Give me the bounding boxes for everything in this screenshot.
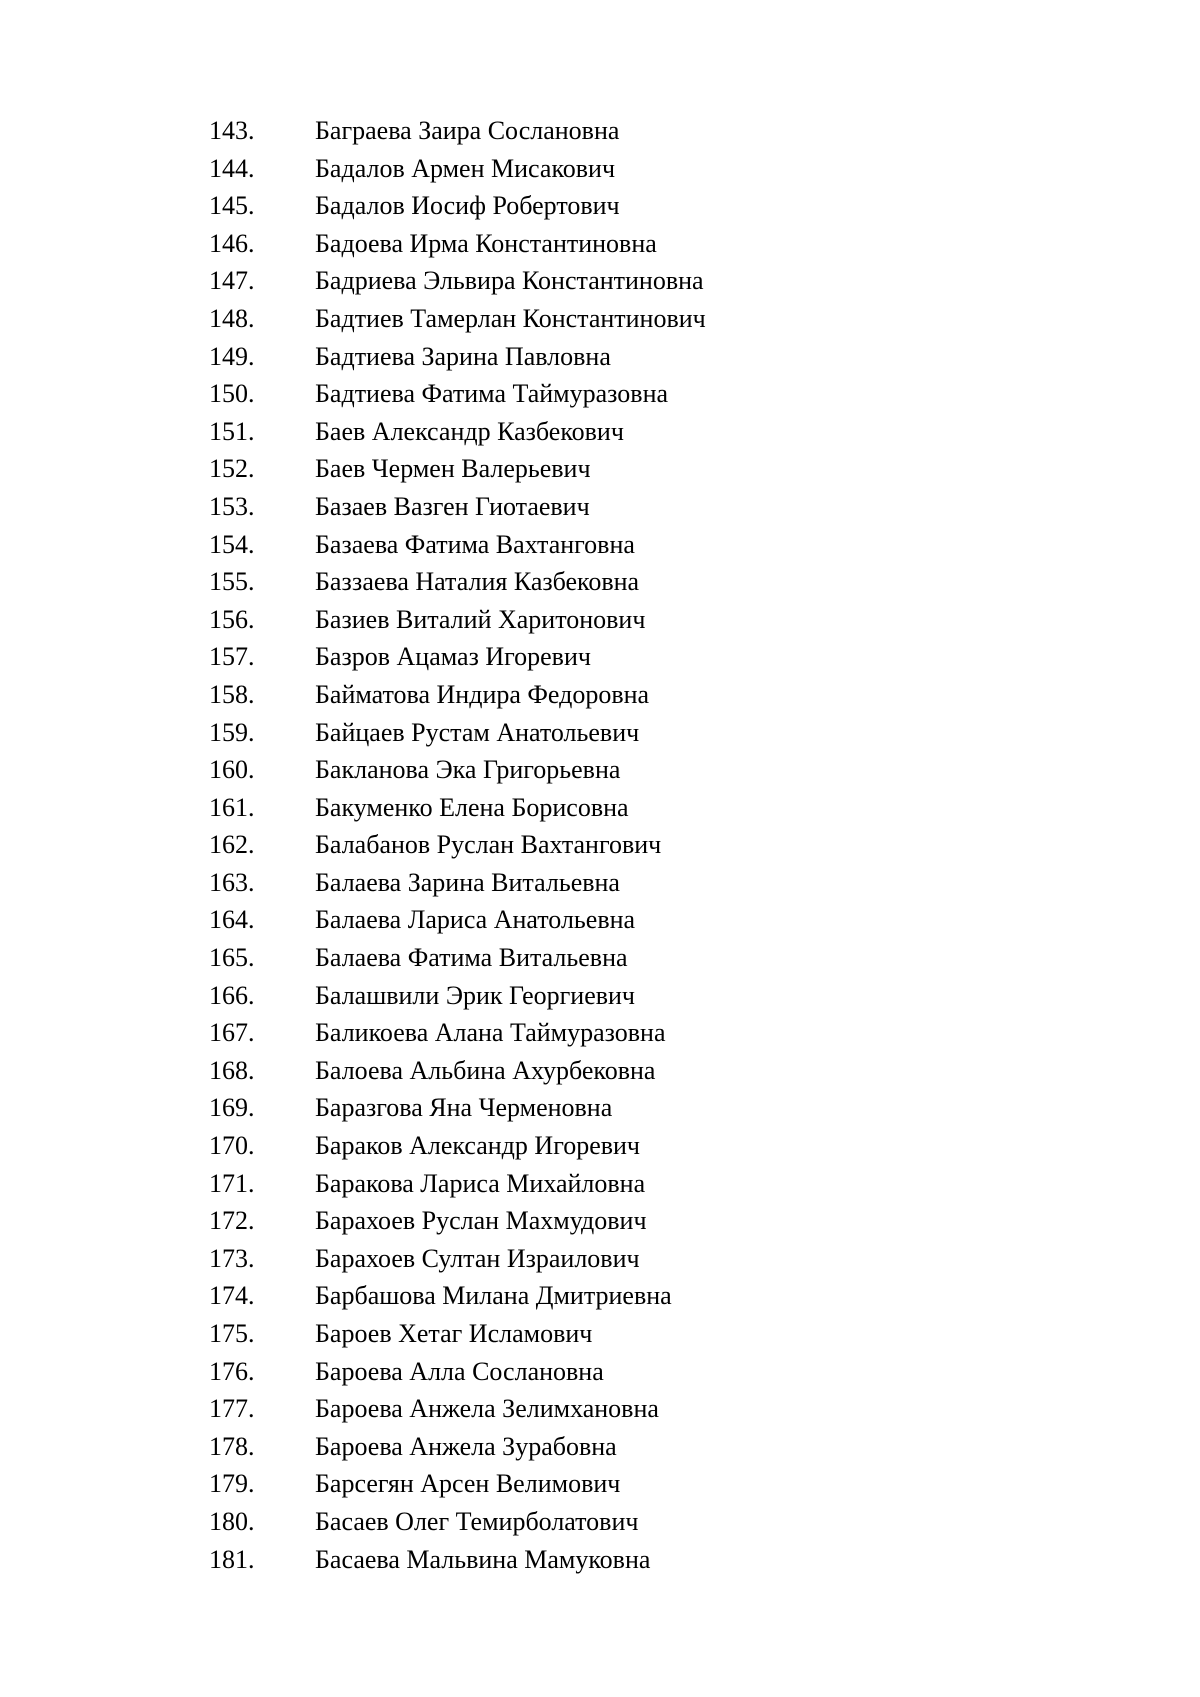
- entry-number: 170.: [209, 1131, 255, 1161]
- list-item: [209, 1277, 706, 1315]
- entry-name: Барахоев Руслан Махмудович: [315, 1206, 647, 1236]
- entry-name: Балоева Альбина Ахурбековна: [315, 1055, 656, 1085]
- entry-name: Базаев Вазген Гиотаевич: [315, 491, 590, 521]
- entry-name: Баззаева Наталия Казбековна: [315, 567, 640, 597]
- entry-name: Базаева Фатима Вахтанговна: [315, 529, 635, 559]
- entry-name: Бакуменко Елена Борисовна: [315, 792, 629, 822]
- list-item: [209, 1202, 706, 1240]
- list-item: [209, 150, 706, 188]
- list-item: [209, 450, 706, 488]
- list-item: [209, 977, 706, 1015]
- entry-name: Басаева Мальвина Мамуковна: [315, 1544, 651, 1574]
- entry-number: 143.: [209, 116, 255, 145]
- list-item: [209, 112, 706, 150]
- list-item: [209, 601, 706, 639]
- entry-name: Байматова Индира Федоровна: [315, 679, 650, 709]
- entry-number: 178.: [209, 1431, 255, 1461]
- entry-number: 168.: [209, 1055, 255, 1085]
- list-item: [209, 864, 706, 902]
- entry-name: Баев Александр Казбекович: [315, 416, 624, 446]
- entry-name: Бароева Алла Сослановна: [315, 1356, 604, 1386]
- entry-name: Бараков Александр Игоревич: [315, 1131, 641, 1161]
- list-item: [209, 826, 706, 864]
- list-item: [209, 1428, 706, 1466]
- entry-number: 174.: [209, 1281, 255, 1311]
- entry-name: Бадриева Эльвира Константиновна: [315, 266, 704, 296]
- list-item: [209, 526, 706, 564]
- entry-name: Бароева Анжела Зелимхановна: [315, 1394, 659, 1424]
- entry-name: Бадалов Иосиф Робертович: [315, 191, 620, 221]
- list-item: [209, 1014, 706, 1052]
- entry-number: 176.: [209, 1356, 255, 1386]
- list-item: [209, 225, 706, 263]
- entry-name: Балаева Лариса Анатольевна: [315, 905, 636, 935]
- list-item: [209, 1089, 706, 1127]
- list-item: [209, 338, 706, 376]
- entry-name: Бадтиев Тамерлан Константинович: [315, 303, 706, 333]
- list-item: [209, 676, 706, 714]
- entry-number: 152.: [209, 454, 255, 484]
- entry-number: 155.: [209, 567, 255, 597]
- entry-number: 149.: [209, 341, 255, 371]
- entry-name: Барбашова Милана Дмитриевна: [315, 1281, 672, 1311]
- entry-number: 165.: [209, 943, 255, 973]
- entry-name: Балаева Зарина Витальевна: [315, 867, 620, 897]
- entry-number: 156.: [209, 604, 255, 634]
- entry-name: Баракова Лариса Михайловна: [315, 1168, 646, 1198]
- entry-name: Балашвили Эрик Георгиевич: [315, 980, 635, 1010]
- entry-number: 144.: [209, 153, 255, 183]
- entry-number: 151.: [209, 416, 255, 446]
- list-item: [209, 1503, 706, 1541]
- list-item: [209, 1465, 706, 1503]
- entry-number: 166.: [209, 980, 255, 1010]
- list-item: [209, 488, 706, 526]
- entry-name: Балаева Фатима Витальевна: [315, 943, 628, 973]
- list-item: [209, 751, 706, 789]
- list-item: [209, 563, 706, 601]
- entry-number: 160.: [209, 755, 255, 785]
- entry-name: Бароева Анжела Зурабовна: [315, 1431, 617, 1461]
- entry-name: Баев Чермен Валерьевич: [315, 454, 591, 484]
- entry-number: 171.: [209, 1168, 255, 1198]
- entry-name: Бадалов Армен Мисакович: [315, 153, 616, 183]
- entry-number: 181.: [209, 1544, 255, 1574]
- entry-number: 164.: [209, 905, 255, 935]
- list-item: [209, 939, 706, 977]
- list-item: [209, 375, 706, 413]
- list-item: [209, 1240, 706, 1278]
- list-item: [209, 1052, 706, 1090]
- list-item: [209, 262, 706, 300]
- entry-number: 146.: [209, 228, 255, 258]
- list-item: [209, 1541, 706, 1579]
- entry-name: Баграева Заира Сослановна: [315, 116, 620, 145]
- entry-number: 157.: [209, 642, 255, 672]
- entry-name: Бадоева Ирма Константиновна: [315, 228, 657, 258]
- list-item: [209, 714, 706, 752]
- entry-name: Бадтиева Зарина Павловна: [315, 341, 611, 371]
- entry-name: Басаев Олег Темирболатович: [315, 1506, 639, 1536]
- entry-name: Барахоев Султан Израилович: [315, 1243, 640, 1273]
- entry-number: 167.: [209, 1018, 255, 1048]
- entry-name: Баликоева Алана Таймуразовна: [315, 1018, 666, 1048]
- list-item: [209, 1315, 706, 1353]
- entry-number: 150.: [209, 379, 255, 409]
- entry-number: 173.: [209, 1243, 255, 1273]
- entry-number: 177.: [209, 1394, 255, 1424]
- list-item: [209, 413, 706, 451]
- entry-number: 147.: [209, 266, 255, 296]
- entry-name: Бароев Хетаг Исламович: [315, 1319, 593, 1348]
- entry-number: 159.: [209, 717, 255, 747]
- entry-number: 179.: [209, 1469, 255, 1499]
- entry-number: 148.: [209, 303, 255, 333]
- entry-number: 163.: [209, 867, 255, 897]
- entry-number: 161.: [209, 792, 255, 822]
- entry-number: 162.: [209, 830, 255, 860]
- list-item: [209, 1390, 706, 1428]
- entry-number: 158.: [209, 679, 255, 709]
- list-item: [209, 638, 706, 676]
- entry-name: Байцаев Рустам Анатольевич: [315, 717, 640, 747]
- entry-number: 172.: [209, 1206, 255, 1236]
- list-item: [209, 187, 706, 225]
- entry-name: Балабанов Руслан Вахтангович: [315, 830, 662, 860]
- entry-name: Базиев Виталий Харитонович: [315, 604, 646, 634]
- entry-number: 153.: [209, 491, 255, 521]
- entry-name: Барсегян Арсен Велимович: [315, 1469, 621, 1499]
- list-item: [209, 901, 706, 939]
- name-list: [209, 112, 706, 1578]
- entry-number: 180.: [209, 1506, 255, 1536]
- list-item: [209, 1127, 706, 1165]
- entry-name: Бадтиева Фатима Таймуразовна: [315, 379, 669, 409]
- entry-number: 175.: [209, 1319, 255, 1348]
- list-item: [209, 300, 706, 338]
- list-item: [209, 1165, 706, 1203]
- list-item: [209, 789, 706, 827]
- entry-name: Базров Ацамаз Игоревич: [315, 642, 591, 672]
- entry-number: 169.: [209, 1093, 255, 1123]
- entry-name: Баразгова Яна Черменовна: [315, 1093, 613, 1123]
- entry-number: 145.: [209, 191, 255, 221]
- list-item: [209, 1353, 706, 1391]
- entry-name: Бакланова Эка Григорьевна: [315, 755, 621, 785]
- entry-number: 154.: [209, 529, 255, 559]
